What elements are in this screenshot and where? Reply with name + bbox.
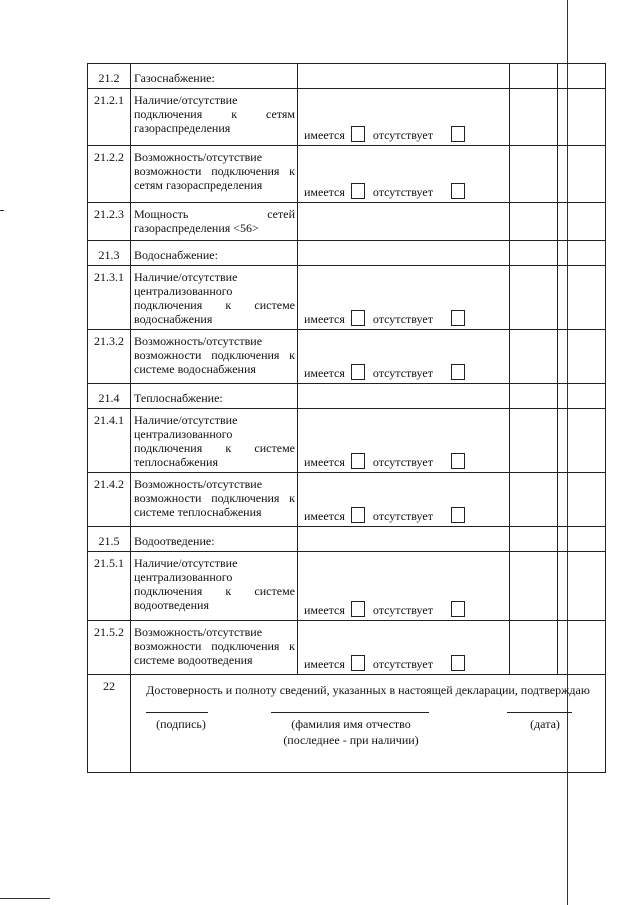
item-row (88, 621, 606, 675)
row-description: Мощность сетей газораспределения <56> (131, 203, 298, 241)
checkbox-available[interactable] (351, 655, 365, 671)
row-number: 21.4 (88, 384, 131, 409)
answer-cell (298, 64, 510, 89)
row-number: 21.3 (88, 241, 131, 266)
section-row (88, 527, 606, 552)
row-description: Наличие/отсутствие централизованного подключения к системе водоотведения (131, 552, 298, 621)
empty-cell (558, 146, 606, 203)
answer-cell (298, 241, 510, 266)
row-number: 21.5.1 (88, 552, 131, 621)
row-description: Возможность/отсутствие возможности подключения к системе водоснабжения (131, 330, 298, 384)
answer-cell (298, 527, 510, 552)
row-description: Возможность/отсутствие возможности подключения к системе водоотведения (131, 621, 298, 675)
empty-cell (558, 473, 606, 527)
name-line (271, 712, 429, 713)
empty-cell (558, 241, 606, 266)
name-label-line-1: (фамилия имя отчество (291, 717, 411, 731)
checkbox-available[interactable] (351, 601, 365, 617)
checkbox-absent[interactable] (451, 507, 465, 523)
item-row (88, 146, 606, 203)
row-description: Водоотведение: (131, 527, 298, 552)
option-available-label: имеется (304, 312, 345, 326)
declaration-table (87, 63, 606, 773)
option-absent-label: отсутствует (372, 455, 433, 469)
empty-cell (558, 409, 606, 473)
empty-cell (558, 552, 606, 621)
item-row (88, 409, 606, 473)
answer-cell (298, 89, 510, 146)
option-absent-label: отсутствует (372, 509, 433, 523)
row-description: Наличие/отсутствие подключения к сетям газораспределения (131, 89, 298, 146)
scan-margin-tick-bottom (0, 898, 50, 899)
empty-cell (510, 621, 558, 675)
section-row (88, 64, 606, 89)
empty-cell (510, 64, 558, 89)
row-number: 21.2.1 (88, 89, 131, 146)
checkbox-available[interactable] (351, 364, 365, 380)
row-number: 21.5 (88, 527, 131, 552)
item-row (88, 203, 606, 241)
checkbox-absent[interactable] (451, 655, 465, 671)
row-description: Возможность/отсутствие возможности подключения к сетям газораспределения (131, 146, 298, 203)
answer-cell (298, 552, 510, 621)
empty-cell (510, 330, 558, 384)
row-description: Возможность/отсутствие возможности подключения к системе теплоснабжения (131, 473, 298, 527)
item-row (88, 266, 606, 330)
empty-cell (510, 527, 558, 552)
option-absent-label: отсутствует (372, 128, 433, 142)
name-label (261, 716, 441, 748)
answer-cell (298, 384, 510, 409)
row-number: 21.2.2 (88, 146, 131, 203)
empty-cell (558, 527, 606, 552)
row-number: 21.4.1 (88, 409, 131, 473)
option-absent-label: отсутствует (372, 312, 433, 326)
option-available-label: имеется (304, 509, 345, 523)
checkbox-absent[interactable] (451, 364, 465, 380)
empty-cell (558, 203, 606, 241)
option-available-label: имеется (304, 657, 345, 671)
item-row (88, 473, 606, 527)
empty-cell (558, 330, 606, 384)
option-absent-label: отсутствует (372, 185, 433, 199)
option-absent-label: отсутствует (372, 603, 433, 617)
empty-cell (558, 266, 606, 330)
empty-cell (510, 473, 558, 527)
signature-label: (подпись) (156, 717, 206, 731)
item-row (88, 89, 606, 146)
empty-cell (558, 621, 606, 675)
checkbox-available[interactable] (351, 310, 365, 326)
confirmation-text: Достоверность и полноту сведений, указанных в настоящей декларации, подтверждаю (146, 683, 590, 697)
checkbox-absent[interactable] (451, 310, 465, 326)
row-number: 21.3.2 (88, 330, 131, 384)
row-description: Наличие/отсутствие централизованного подключения к системе теплоснабжения (131, 409, 298, 473)
option-available-label: имеется (304, 366, 345, 380)
empty-cell (510, 552, 558, 621)
date-label: (дата) (530, 717, 560, 731)
answer-cell (298, 266, 510, 330)
checkbox-absent[interactable] (451, 183, 465, 199)
row-number: 21.2.3 (88, 203, 131, 241)
row-description: Газоснабжение: (131, 64, 298, 89)
option-absent-label: отсутствует (372, 366, 433, 380)
empty-cell (558, 384, 606, 409)
checkbox-available[interactable] (351, 126, 365, 142)
empty-cell (510, 203, 558, 241)
row-description: Теплоснабжение: (131, 384, 298, 409)
empty-cell (510, 409, 558, 473)
signature-line (146, 712, 208, 713)
empty-cell (510, 384, 558, 409)
answer-cell (298, 473, 510, 527)
answer-cell (298, 146, 510, 203)
answer-cell (298, 409, 510, 473)
checkbox-absent[interactable] (451, 601, 465, 617)
name-label-line-2: (последнее - при наличии) (283, 733, 419, 747)
confirmation-cell (131, 675, 606, 773)
row-number: 21.3.1 (88, 266, 131, 330)
date-line (507, 712, 572, 713)
checkbox-absent[interactable] (451, 126, 465, 142)
confirmation-row (88, 675, 606, 773)
row-number: 21.2 (88, 64, 131, 89)
checkbox-absent[interactable] (451, 453, 465, 469)
answer-cell (298, 330, 510, 384)
empty-cell (558, 89, 606, 146)
row-number: 22 (88, 675, 131, 773)
empty-cell (558, 64, 606, 89)
row-description: Водоснабжение: (131, 241, 298, 266)
row-number: 21.4.2 (88, 473, 131, 527)
section-row (88, 241, 606, 266)
empty-cell (510, 266, 558, 330)
signature-block (131, 712, 605, 772)
section-row (88, 384, 606, 409)
option-available-label: имеется (304, 603, 345, 617)
item-row (88, 330, 606, 384)
empty-cell (510, 241, 558, 266)
checkbox-available[interactable] (351, 453, 365, 469)
row-number: 21.5.2 (88, 621, 131, 675)
option-absent-label: отсутствует (372, 657, 433, 671)
checkbox-available[interactable] (351, 183, 365, 199)
checkbox-available[interactable] (351, 507, 365, 523)
option-available-label: имеется (304, 455, 345, 469)
scan-margin-tick-left (0, 210, 4, 211)
answer-cell (298, 203, 510, 241)
row-description: Наличие/отсутствие централизованного подключения к системе водоснабжения (131, 266, 298, 330)
empty-cell (510, 146, 558, 203)
option-available-label: имеется (304, 185, 345, 199)
empty-cell (510, 89, 558, 146)
answer-cell (298, 621, 510, 675)
option-available-label: имеется (304, 128, 345, 142)
item-row (88, 552, 606, 621)
